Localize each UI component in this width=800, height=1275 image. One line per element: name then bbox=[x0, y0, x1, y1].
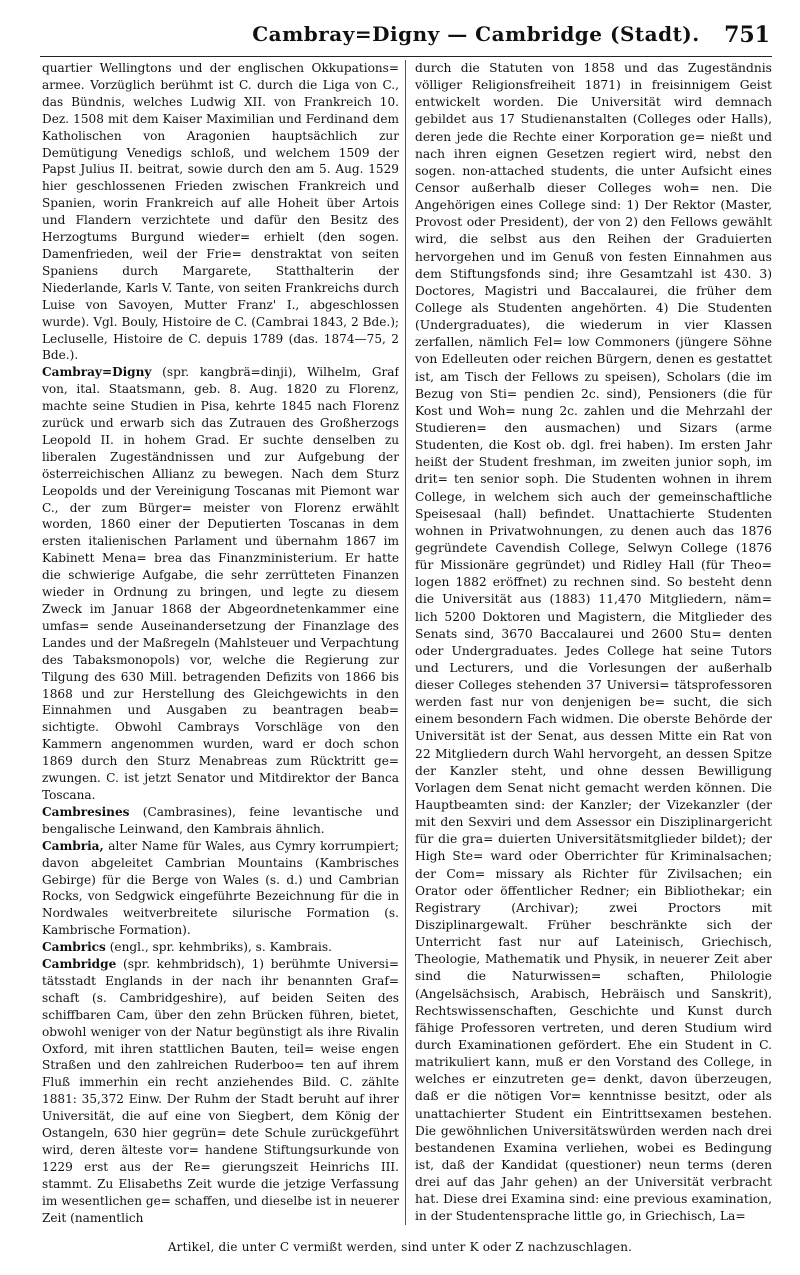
entry-text: (Cambrasines), feine levantische und bengalische Leinwand, den Kambrais ähnlich. bbox=[42, 804, 399, 836]
entry-text: (engl., spr. kehmbriks), s. Kambrais. bbox=[105, 940, 332, 955]
entry-headword: Cambrics bbox=[42, 940, 106, 955]
entry-text: quartier Wellingtons und der englischen Okkupations= armee. Vorzüglich berühmt ist C. durch die Liga von C., das Bündnis, welches Ludwig XII. von Frankreich 10. Dez. 1508 mit dem Kaiser Maximilian und Ferdinand dem Katholischen von Aragonien hauptsächlich zur Demütigung Venedigs schloß, und welchem 1509 der Papst Julius II. beitrat, sowie durch den am 5. Aug. 1529 hier geschlossenen Frieden zwischen Frankreich und Spanien, worin Frankreich auf alle Hoheit über Artois und Flandern verzichtete und dafür den Besitz des Herzogtums Burgund wieder= erhielt (den sogen. Damenfrieden, weil der Frie= denstraktat von seiten Spaniens durch Margarete, Statthalterin der Niederlande, Karls V. Tante, von seiten Frankreichs durch Luise von Savoyen, Mutter Franz' I., abgeschlossen wurde). Vgl. Bouly, Histoire de C. (Cambrai 1843, 2 Bde.); Lecluselle, Histoire de C. depuis 1789 (das. 1874—75, 2 Bde.). bbox=[42, 61, 399, 363]
entry-cambridge-continuation bbox=[415, 60, 772, 1226]
entry-cambray-digny bbox=[42, 364, 399, 804]
entry-cambrics bbox=[42, 939, 399, 956]
entry-headword: Cambray=Digny bbox=[42, 365, 152, 380]
running-header bbox=[40, 14, 772, 57]
page-number: 751 bbox=[724, 22, 770, 48]
column-divider bbox=[405, 60, 406, 1225]
entry-cambria bbox=[42, 838, 399, 939]
entry-cambrai-continuation bbox=[42, 60, 399, 364]
entry-headword: Cambridge bbox=[42, 957, 117, 972]
text-columns bbox=[42, 60, 775, 1232]
entry-headword: Cambria, bbox=[42, 838, 104, 853]
entry-text: (spr. kehmbridsch), 1) berühmte Universi= tätsstadt Englands in der nach ihr benannten Graf= schaft (s. Cambridgeshire), auf beiden Seiten des schiffbaren Cam, über den zehn Brücken führen, bietet, obwohl weniger von der Natur begünstigt als ihre Rivalin Oxford, mit ihren stattlichen Bauten, teil= weise engen Straßen und den zahlreichen Ruderboo= ten auf ihrem Fluß immerhin ein recht anziehendes Bild. C. zählte 1881: 35,372 Einw. Der Ruhm der Stadt beruht auf ihrer Universität, die auf eine von Siegbert, dem König der Ostangeln, 630 hier gegrün= dete Schule zurückgeführt wird, deren älteste vor= handene Stiftungsurkunde von 1229 erst aus der Re= gierungszeit Heinrichs III. stammt. Zu Elisabeths Zeit wurde die jetzige Verfassung im wesentlichen ge= schaffen, und dieselbe ist in neuerer Zeit (namentlich bbox=[42, 957, 399, 1225]
entry-text: (spr. kangbrä=dinji), Wilhelm, Graf von, ital. Staatsmann, geb. 8. Aug. 1820 zu Florenz, machte seine Studien in Pisa, kehrte 1845 nach Florenz zurück und erwarb sich das Zutrauen des Großherzogs Leopold II. in hohem Grad. Er suchte denselben zu liberalen Zugeständnissen und zur Aufgebung der österreichischen Allianz zu bewegen. Nach dem Sturz Leopolds und der Vereinigung Toscanas mit Piemont war C., der zum Bürger= meister von Florenz erwählt worden, 1860 einer der Deputierten Toscanas in dem ersten italienischen Parlament und übernahm 1867 im Kabinett Mena= brea das Finanzministerium. Er hatte die schwierige Aufgabe, die sehr zerrütteten Finanzen wieder in Ordnung zu bringen, und legte zu diesem Zweck im Januar 1868 der Abgeordnetenkammer eine umfas= sende Auseinandersetzung der Finanzlage des Landes und der Maßregeln (Mahlsteuer und Verpachtung des Tabaksmonopols) vor, welche die Regierung zur Tilgung des 630 Mill. betragenden Defizits von 1866 bis 1868 und zur Herstellung des Gleichgewichts in den Einnahmen und Ausgaben zu beantragen beab= sichtigte. Obwohl Cambrays Vorschläge von den Kammern angenommen wurden, ward er doch schon 1869 durch den Sturz Menabreas zum Rücktritt ge= zwungen. C. ist jetzt Senator und Mitdirektor der Banca Toscana. bbox=[42, 365, 399, 802]
left-column bbox=[42, 60, 399, 1232]
entry-cambresines bbox=[42, 804, 399, 838]
entry-cambridge bbox=[42, 956, 399, 1227]
right-column bbox=[415, 60, 772, 1232]
entry-text: alter Name für Wales, aus Cymry korrumpiert; davon abgeleitet Cambrian Mountains (Kambrisches Gebirge) für die Berge von Wales (s. d.) und Cambrian Rocks, von Sedgwick eingeführte Bezeichnung für die in Nordwales weitverbreitete silurische Formation (s. Kambrische Formation). bbox=[42, 838, 399, 938]
entry-headword: Cambresines bbox=[42, 804, 130, 819]
entry-text: durch die Statuten von 1858 und das Zugeständnis völliger Religionsfreiheit 1871) in freisinnigem Geist entwickelt worden. Die Universität wird demnach gebildet aus 17 Studienanstalten (Colleges oder Halls), deren jede die Rechte einer Korporation ge= nießt und nach ihren eignen Gesetzen regiert wird, nebst den sogen. non-attached students, die unter Aufsicht eines Censor außerhalb dieser Colleges woh= nen. Die Angehörigen eines College sind: 1) Der Rektor (Master, Provost oder President), der von 2) den Fellows gewählt wird, die selbst aus den Reihen der Graduierten hervorgehen und im Genuß von festen Einnahmen aus dem Stiftungsfonds sind; ihre Gesamtzahl ist 430. 3) Doctores, Magistri und Baccalaurei, die früher dem College als Studenten angehörten. 4) Die Studenten (Undergraduates), die wiederum in vier Klassen zerfallen, nämlich Fel= low Commoners (jüngere Söhne von Edelleuten oder reichen Bürgern, denen es gestattet ist, am Tisch der Fellows zu speisen), Scholars (die im Bezug von Sti= pendien 2c. sind), Pensioners (die für Kost und Woh= nung 2c. zahlen und die Mehrzahl der Studieren= den ausmachen) und Sizars (arme Studenten, die Kost ob. dgl. frei haben). Im ersten Jahr heißt der Student freshman, im zweiten junior soph, im drit= ten senior soph. Die Studenten wohnen in ihrem College, in welchem sich auch der gemeinschaftliche Speisesaal (hall) befindet. Unattachierte Studenten wohnen in Privatwohnungen, zu denen auch das 1876 gegründete Cavendish College, Selwyn College (1876 für Missionäre gegründet) und Ridley Hall (für Theo= logen 1882 eröffnet) zu rechnen sind. So besteht denn die Universität aus (1883) 11,470 Mitgliedern, näm= lich 5200 Doktoren und Magistern, die Mitglieder des Senats sind, 3670 Baccalaurei und 2600 Stu= denten oder Undergraduates. Jedes College hat seine Tutors und Lecturers, und die Vorlesungen der außerhalb dieser Colleges stehenden 37 Universi= tätsprofessoren werden fast nur von denjenigen be= sucht, die sich einem besondern Fach widmen. Die oberste Behörde der Universität ist der Senat, aus dessen Mitte ein Rat von 22 Mitgliedern durch Wahl hervorgeht, an dessen Spitze der Kanzler steht, und ohne dessen Bewilligung Vorlagen dem Senat nicht gemacht werden können. Die Hauptbeamten sind: der Kanzler; der Vizekanzler (der mit den Sexviri und dem Assessor ein Disziplinargericht für die gra= duierten Universitätsmitglieder bildet); der High Ste= ward oder Oberrichter für Kriminalsachen; der Com= missary als Richter für Zivilsachen; ein Orator oder öffentlicher Redner; ein Bibliothekar; ein Registrary (Archivar); zwei Proctors mit Disziplinargewalt. Früher beschränkte sich der Unterricht fast nur auf Lateinisch, Griechisch, Theologie, Mathematik und Physik, in neuerer Zeit aber sind die Naturwissen= schaften, Philologie (Angelsächsisch, Arabisch, Hebräisch und Sanskrit), Rechtswissenschaften, Geschichte und Kunst durch fähige Professoren vertreten, und deren Studium wird durch Examinationen gefördert. Ehe ein Student in C. matrikuliert kann, muß er den Vorstand des College, in welches er einzutreten ge= denkt, davon überzeugen, daß er die nötigen Vor= kenntnisse besitzt, oder als unattachierter Student ein Eintrittsexamen bestehen. Die gewöhnlichen Universitätswürden werden nach drei bestandenen Examina verliehen, wobei es Bedingung ist, daß der Kandidat (questioner) neun terms (deren drei auf das Jahr gehen) an der Universität verbracht hat. Diese drei Examina sind: eine previous examination, in der Studentensprache little go, in Griechisch, La= bbox=[415, 61, 772, 1224]
footer-note: Artikel, die unter C vermißt werden, sind unter K oder Z nachzuschlagen. bbox=[167, 1240, 633, 1254]
header-title: Cambray=Digny — Cambridge (Stadt). bbox=[252, 22, 700, 46]
